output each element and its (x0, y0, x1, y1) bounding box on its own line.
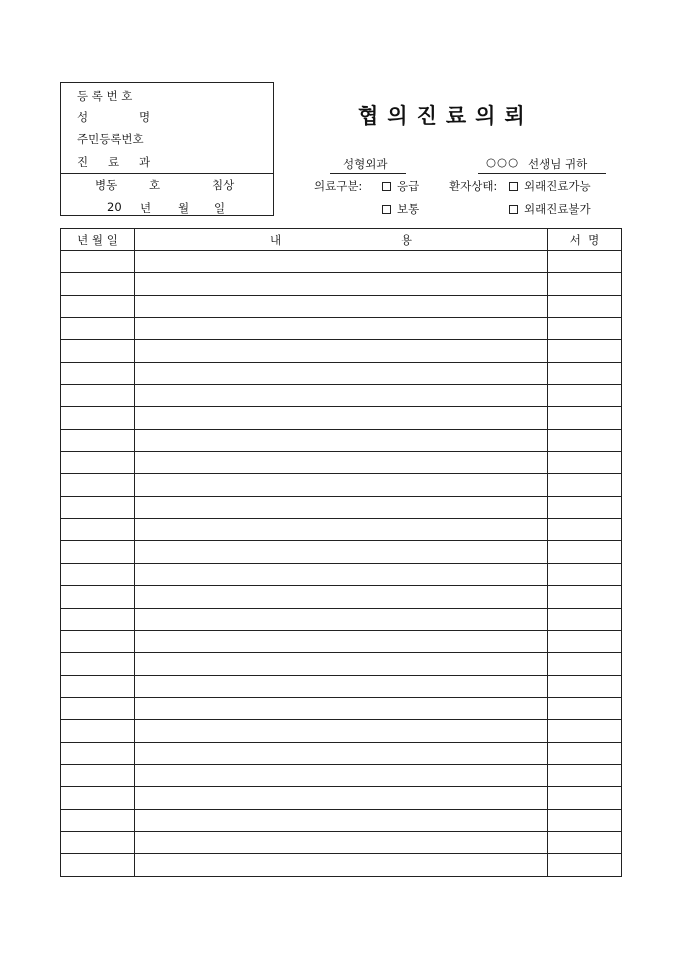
sign-cell[interactable] (548, 630, 622, 652)
table-row (61, 854, 622, 876)
table-row (61, 295, 622, 317)
table-row (61, 787, 622, 809)
referral-department: 성형외과 (343, 157, 388, 171)
table-row (61, 764, 622, 786)
urgency-label: 의료구분: (314, 179, 363, 193)
date-cell[interactable] (61, 809, 135, 831)
content-cell[interactable] (135, 295, 548, 317)
sign-cell[interactable] (548, 474, 622, 496)
content-cell[interactable] (135, 831, 548, 853)
date-cell[interactable] (61, 697, 135, 719)
sign-cell[interactable] (548, 452, 622, 474)
date-cell[interactable] (61, 563, 135, 585)
department-underline (330, 173, 406, 174)
sign-cell[interactable] (548, 697, 622, 719)
sign-cell[interactable] (548, 273, 622, 295)
urgency-option-label: 보통 (397, 202, 420, 216)
table-header-row (61, 229, 622, 251)
table-row (61, 318, 622, 340)
sign-cell[interactable] (548, 385, 622, 407)
date-cell[interactable] (61, 496, 135, 518)
name-label-part2: 명 (139, 110, 151, 124)
date-cell[interactable] (61, 675, 135, 697)
date-year-label: 년 (140, 201, 152, 215)
table-row (61, 251, 622, 273)
sign-cell[interactable] (548, 653, 622, 675)
content-cell[interactable] (135, 608, 548, 630)
table-row (61, 831, 622, 853)
table-row (61, 608, 622, 630)
date-month-label: 월 (178, 201, 190, 215)
sign-cell[interactable] (548, 720, 622, 742)
urgency-option-normal[interactable] (382, 201, 419, 217)
table-row (61, 407, 622, 429)
table-row (61, 385, 622, 407)
resident-no-label: 주민등록번호 (77, 132, 144, 146)
reg-no-label: 등 록 번 호 (77, 89, 133, 103)
table-row (61, 653, 622, 675)
content-cell[interactable] (135, 362, 548, 384)
sign-cell[interactable] (548, 764, 622, 786)
content-cell[interactable] (135, 429, 548, 451)
header-content-part1: 내 (270, 232, 282, 247)
table-row (61, 474, 622, 496)
status-option-label: 외래진료가능 (524, 179, 591, 193)
sign-cell[interactable] (548, 675, 622, 697)
date-cell[interactable] (61, 831, 135, 853)
content-cell[interactable] (135, 496, 548, 518)
date-cell[interactable] (61, 630, 135, 652)
content-cell[interactable] (135, 630, 548, 652)
sign-cell[interactable] (548, 586, 622, 608)
checkbox-icon[interactable] (509, 182, 518, 191)
date-cell[interactable] (61, 295, 135, 317)
content-cell[interactable] (135, 340, 548, 362)
content-cell[interactable] (135, 452, 548, 474)
content-cell[interactable] (135, 586, 548, 608)
sign-cell[interactable] (548, 496, 622, 518)
table-row (61, 340, 622, 362)
sign-cell[interactable] (548, 318, 622, 340)
ward-label: 병동 (95, 178, 118, 192)
table-row (61, 541, 622, 563)
content-cell[interactable] (135, 675, 548, 697)
content-cell[interactable] (135, 474, 548, 496)
sign-cell[interactable] (548, 541, 622, 563)
table-row (61, 809, 622, 831)
table-row (61, 586, 622, 608)
sign-cell[interactable] (548, 407, 622, 429)
date-year-prefix: 20 (107, 200, 122, 214)
header-content (135, 229, 548, 251)
table-row (61, 697, 622, 719)
date-cell[interactable] (61, 608, 135, 630)
table-row (61, 720, 622, 742)
department-label-part3: 과 (139, 155, 151, 169)
date-day-label: 일 (214, 201, 226, 215)
content-cell[interactable] (135, 809, 548, 831)
table-row (61, 675, 622, 697)
content-cell[interactable] (135, 787, 548, 809)
table-row (61, 742, 622, 764)
table-row (61, 519, 622, 541)
name-label-part1: 성 (77, 110, 89, 124)
table-row (61, 429, 622, 451)
urgency-option-emergency[interactable] (382, 178, 419, 194)
content-cell[interactable] (135, 407, 548, 429)
date-cell[interactable] (61, 318, 135, 340)
header-sign: 서 명 (548, 229, 622, 251)
content-cell[interactable] (135, 541, 548, 563)
date-cell[interactable] (61, 764, 135, 786)
sign-cell[interactable] (548, 831, 622, 853)
room-label: 호 (149, 178, 161, 192)
sign-cell[interactable] (548, 742, 622, 764)
date-cell[interactable] (61, 362, 135, 384)
date-cell[interactable] (61, 541, 135, 563)
patient-status-label: 환자상태: (449, 179, 498, 193)
content-cell[interactable] (135, 697, 548, 719)
status-option-label: 외래진료불가 (524, 202, 591, 216)
table-row (61, 563, 622, 585)
date-cell[interactable] (61, 653, 135, 675)
status-option-outpatient-possible[interactable] (509, 178, 591, 194)
date-cell[interactable] (61, 854, 135, 876)
date-cell[interactable] (61, 452, 135, 474)
content-cell[interactable] (135, 251, 548, 273)
checkbox-icon[interactable] (382, 205, 391, 214)
doctor-name-circles: ○○○ (486, 155, 520, 169)
patient-info-divider (60, 173, 274, 174)
header-content-part2: 용 (400, 232, 412, 247)
date-cell[interactable] (61, 742, 135, 764)
urgency-option-label: 응급 (397, 179, 420, 193)
content-cell[interactable] (135, 385, 548, 407)
sign-cell[interactable] (548, 608, 622, 630)
date-cell[interactable] (61, 474, 135, 496)
sign-cell[interactable] (548, 251, 622, 273)
consultation-log-table (60, 228, 622, 877)
date-cell[interactable] (61, 519, 135, 541)
content-cell[interactable] (135, 742, 548, 764)
content-cell[interactable] (135, 519, 548, 541)
header-date: 년 월 일 (61, 229, 135, 251)
department-label-part1: 진 (77, 155, 89, 169)
bed-label: 침상 (212, 178, 235, 192)
sign-cell[interactable] (548, 809, 622, 831)
table-row (61, 452, 622, 474)
status-option-outpatient-impossible[interactable] (509, 201, 591, 217)
content-cell[interactable] (135, 563, 548, 585)
checkbox-icon[interactable] (382, 182, 391, 191)
sign-cell[interactable] (548, 362, 622, 384)
doctor-suffix: 선생님 귀하 (528, 157, 588, 171)
date-cell[interactable] (61, 407, 135, 429)
content-cell[interactable] (135, 720, 548, 742)
sign-cell[interactable] (548, 519, 622, 541)
doctor-underline (478, 173, 606, 174)
date-cell[interactable] (61, 273, 135, 295)
date-cell[interactable] (61, 787, 135, 809)
sign-cell[interactable] (548, 295, 622, 317)
content-cell[interactable] (135, 764, 548, 786)
date-cell[interactable] (61, 340, 135, 362)
content-cell[interactable] (135, 653, 548, 675)
date-cell[interactable] (61, 385, 135, 407)
date-cell[interactable] (61, 720, 135, 742)
checkbox-icon[interactable] (509, 205, 518, 214)
content-cell[interactable] (135, 854, 548, 876)
sign-cell[interactable] (548, 340, 622, 362)
content-cell[interactable] (135, 318, 548, 340)
sign-cell[interactable] (548, 563, 622, 585)
page-title: 협의진료의뢰 (358, 103, 534, 128)
date-cell[interactable] (61, 251, 135, 273)
table-row (61, 630, 622, 652)
log-table-body (61, 251, 622, 877)
table-row (61, 362, 622, 384)
sign-cell[interactable] (548, 429, 622, 451)
sign-cell[interactable] (548, 787, 622, 809)
sign-cell[interactable] (548, 854, 622, 876)
content-cell[interactable] (135, 273, 548, 295)
table-row (61, 496, 622, 518)
department-label-part2: 료 (108, 155, 120, 169)
date-cell[interactable] (61, 586, 135, 608)
table-row (61, 273, 622, 295)
date-cell[interactable] (61, 429, 135, 451)
